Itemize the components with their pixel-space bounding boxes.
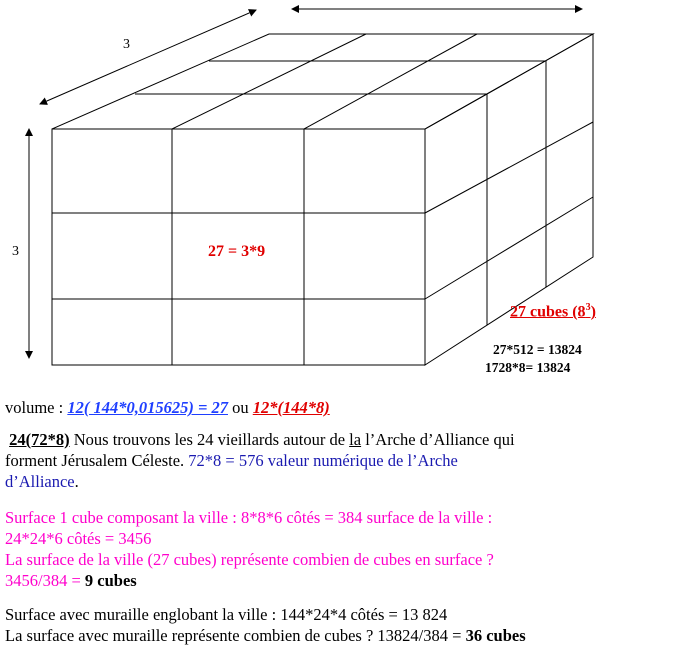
volume-line: [5, 397, 330, 418]
para3-line2-text: La surface avec muraille représente combien de cubes ? 13824/384 =: [5, 626, 466, 645]
calc-line-2: 1728*8= 13824: [485, 360, 571, 375]
para1-line2-black: forment Jérusalem Céleste.: [5, 451, 189, 470]
para2-line3: La surface de la ville (27 cubes) représente combien de cubes en surface ?: [5, 550, 494, 569]
para2-line1: Surface 1 cube composant la ville : 8*8*6 côtés = 384 surface de la ville :: [5, 508, 493, 527]
cubes-label: [510, 302, 596, 321]
paragraph-surface-ville: [5, 507, 494, 591]
para1-la: la: [349, 430, 362, 449]
depth-label: 3: [123, 37, 130, 52]
calc-line-1: 27*512 = 13824: [493, 342, 582, 357]
center-label: 27 = 3*9: [208, 243, 266, 260]
volume-ou: ou: [227, 398, 253, 417]
para3-line2-bold: 36 cubes: [465, 626, 526, 645]
paragraph-muraille: [5, 604, 526, 646]
cubes-label-base: 27 cubes (8: [510, 303, 586, 321]
para1-line3-blue: d’Alliance: [5, 472, 75, 491]
cubes-label-exponent: 3: [585, 302, 591, 313]
para2-line4-magenta: 3456/384 =: [5, 571, 85, 590]
volume-prefix: volume :: [5, 398, 68, 417]
para1-line3-end: .: [74, 472, 79, 491]
volume-expr-blue: 12( 144*0,015625) = 27: [67, 398, 228, 417]
para2-line4-bold: 9 cubes: [84, 571, 137, 590]
height-label: 3: [12, 244, 19, 259]
para1-lead: 24(72*8): [9, 430, 70, 449]
right-hline-1: [425, 122, 593, 213]
para1-text1: Nous trouvons les 24 vieillards autour de: [69, 430, 350, 449]
cubes-label-close: ): [590, 303, 596, 321]
top-face: [52, 34, 593, 129]
para1-line2-blue: 72*8 = 576 valeur numérique de l’Arche: [188, 451, 458, 470]
para1-text2: l’Arche d’Alliance qui: [361, 430, 515, 449]
right-hline-2: [425, 197, 593, 299]
depth-arrow: [40, 10, 256, 104]
para2-line2: 24*24*6 côtés = 3456: [5, 529, 152, 548]
volume-expr-red: 12*(144*8): [252, 398, 330, 417]
para3-line1: Surface avec muraille englobant la ville : 144*24*4 côtés = 13 824: [5, 605, 448, 624]
top-line-a: [172, 34, 366, 129]
paragraph-arche: [5, 429, 515, 492]
